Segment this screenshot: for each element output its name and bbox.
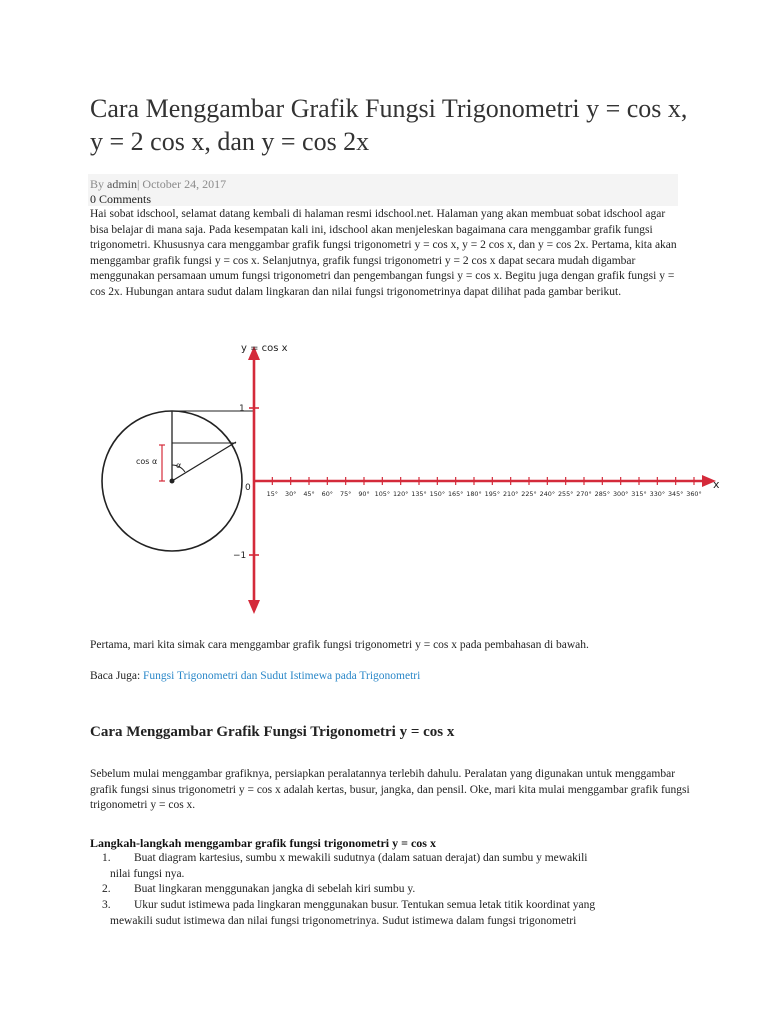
y-tick-label-minus-1: −1: [233, 551, 247, 561]
post-date: October 24, 2017: [142, 177, 227, 191]
x-tick-label: 360°: [686, 490, 702, 498]
list-text: Buat lingkaran menggunakan jangka di sebelah kiri sumbu y.: [134, 883, 416, 895]
x-tick-label: 315°: [631, 490, 647, 498]
steps-title: Langkah-langkah menggambar grafik fungsi trigonometri y = cos x: [90, 836, 436, 850]
x-tick-label: 345°: [667, 490, 684, 498]
x-tick-label: 285°: [594, 490, 611, 498]
baca-juga-label: Baca Juga:: [90, 670, 141, 682]
y-tick-label-1: 1: [239, 404, 245, 414]
intro-paragraph: Hai sobat idschool, selamat datang kembali di halaman resmi idschool.net. Halaman yang akan membuat sobat idschool agar bisa belajar di mana saja. Pada kesempatan kali ini, idschool akan menjeleskan bagaimana cara menggambar grafik fungsi trigonometri. Khususnya cara menggambar grafik fungsi trigonometri y = cos x, y = 2 cos x, dan y = cos 2x. Pertama, kita akan menggambar grafik fungsi y = cos x. Selanjutnya, grafik fungsi trigonometri y = 2 cos x dapat secara mudah digambar menggunakan persamaan umum fungsi trigonometri dan pengembangan fungsi y = cos x. Begitu juga dengan grafik fungsi y = cos 2x. Hubungan antara sudut dalam lingkaran dan nilai fungsi trigonometrinya dapat dilihat pada gambar berikut.: [90, 208, 677, 298]
x-tick-label: 30°: [285, 490, 297, 498]
byline: [90, 176, 226, 192]
x-tick-label: 135°: [411, 490, 427, 498]
x-tick-label: 255°: [557, 490, 574, 498]
x-tick-label: 210°: [502, 490, 519, 498]
x-tick-label: 270°: [576, 490, 592, 498]
cos-circle-figure: [86, 330, 726, 620]
angled-radius: [172, 442, 236, 481]
list-number: 2.: [102, 883, 111, 895]
post-meta: [88, 174, 678, 206]
x-tick-label: 120°: [392, 490, 409, 498]
list-text-continued: nilai fungsi nya.: [110, 867, 185, 880]
x-tick-label: 165°: [447, 490, 464, 498]
x-tick-label: 300°: [612, 490, 629, 498]
center-dot: [170, 479, 175, 484]
y-axis-arrow-bottom: [248, 600, 260, 614]
y-tick-label-0: 0: [245, 483, 251, 493]
y-axis-label: y = cos x: [241, 343, 288, 354]
list-number: 1.: [102, 852, 111, 864]
comments-link[interactable]: 0 Comments: [90, 192, 152, 206]
x-tick-label: 90°: [358, 490, 370, 498]
x-tick-label: 330°: [649, 490, 666, 498]
paragraph-after-figure: Pertama, mari kita simak cara menggambar grafik fungsi trigonometri y = cos x pada pembahasan di bawah.: [90, 639, 589, 651]
cos-alpha-label: cos α: [136, 457, 158, 466]
by-label: By: [90, 177, 105, 191]
meta-separator: |: [137, 177, 140, 191]
section-paragraph: Sebelum mulai menggambar grafiknya, persiapkan peralatannya terlebih dahulu. Peralatan yang digunakan untuk menggambar grafik fungsi sinus trigonometri y = cos x adalah kertas, busur, jangka, dan pensil. Oke, mari kita mulai menggambar grafik fungsi trigonometri y = cos x.: [90, 768, 690, 812]
x-axis-label: x: [713, 478, 720, 491]
x-tick-label: 15°: [266, 490, 278, 498]
list-text: Buat diagram kartesius, sumbu x mewakili sudutnya (dalam satuan derajat) dan sumbu y mewakili: [134, 852, 588, 864]
angle-label: α: [176, 461, 182, 470]
x-tick-label: 240°: [539, 490, 556, 498]
list-text-continued: mewakili sudut istimewa dan nilai fungsi trigonometrinya. Sudut istimewa dalam fungsi trigonometri: [110, 914, 577, 927]
x-tick-label: 180°: [466, 490, 482, 498]
list-number: 3.: [102, 899, 111, 911]
baca-juga-link[interactable]: Fungsi Trigonometri dan Sudut Istimewa pada Trigonometri: [143, 670, 421, 682]
x-tick-label: 150°: [429, 490, 446, 498]
author-link[interactable]: admin: [107, 177, 138, 191]
section-heading: Cara Menggambar Grafik Fungsi Trigonometri y = cos x: [90, 724, 455, 740]
x-tick-label: 60°: [321, 490, 333, 498]
x-tick-label: 75°: [340, 490, 352, 498]
article-title: Cara Menggambar Grafik Fungsi Trigonometri y = cos x, y = 2 cos x, dan y = cos 2x: [90, 94, 688, 156]
x-tick-label: 45°: [303, 490, 315, 498]
x-tick-label: 105°: [374, 490, 391, 498]
x-tick-label: 195°: [484, 490, 501, 498]
baca-juga: [90, 669, 690, 685]
list-text: Ukur sudut istimewa pada lingkaran menggunakan busur. Tentukan semua letak titik koordinat yang: [134, 899, 596, 911]
x-tick-label: 225°: [521, 490, 537, 498]
